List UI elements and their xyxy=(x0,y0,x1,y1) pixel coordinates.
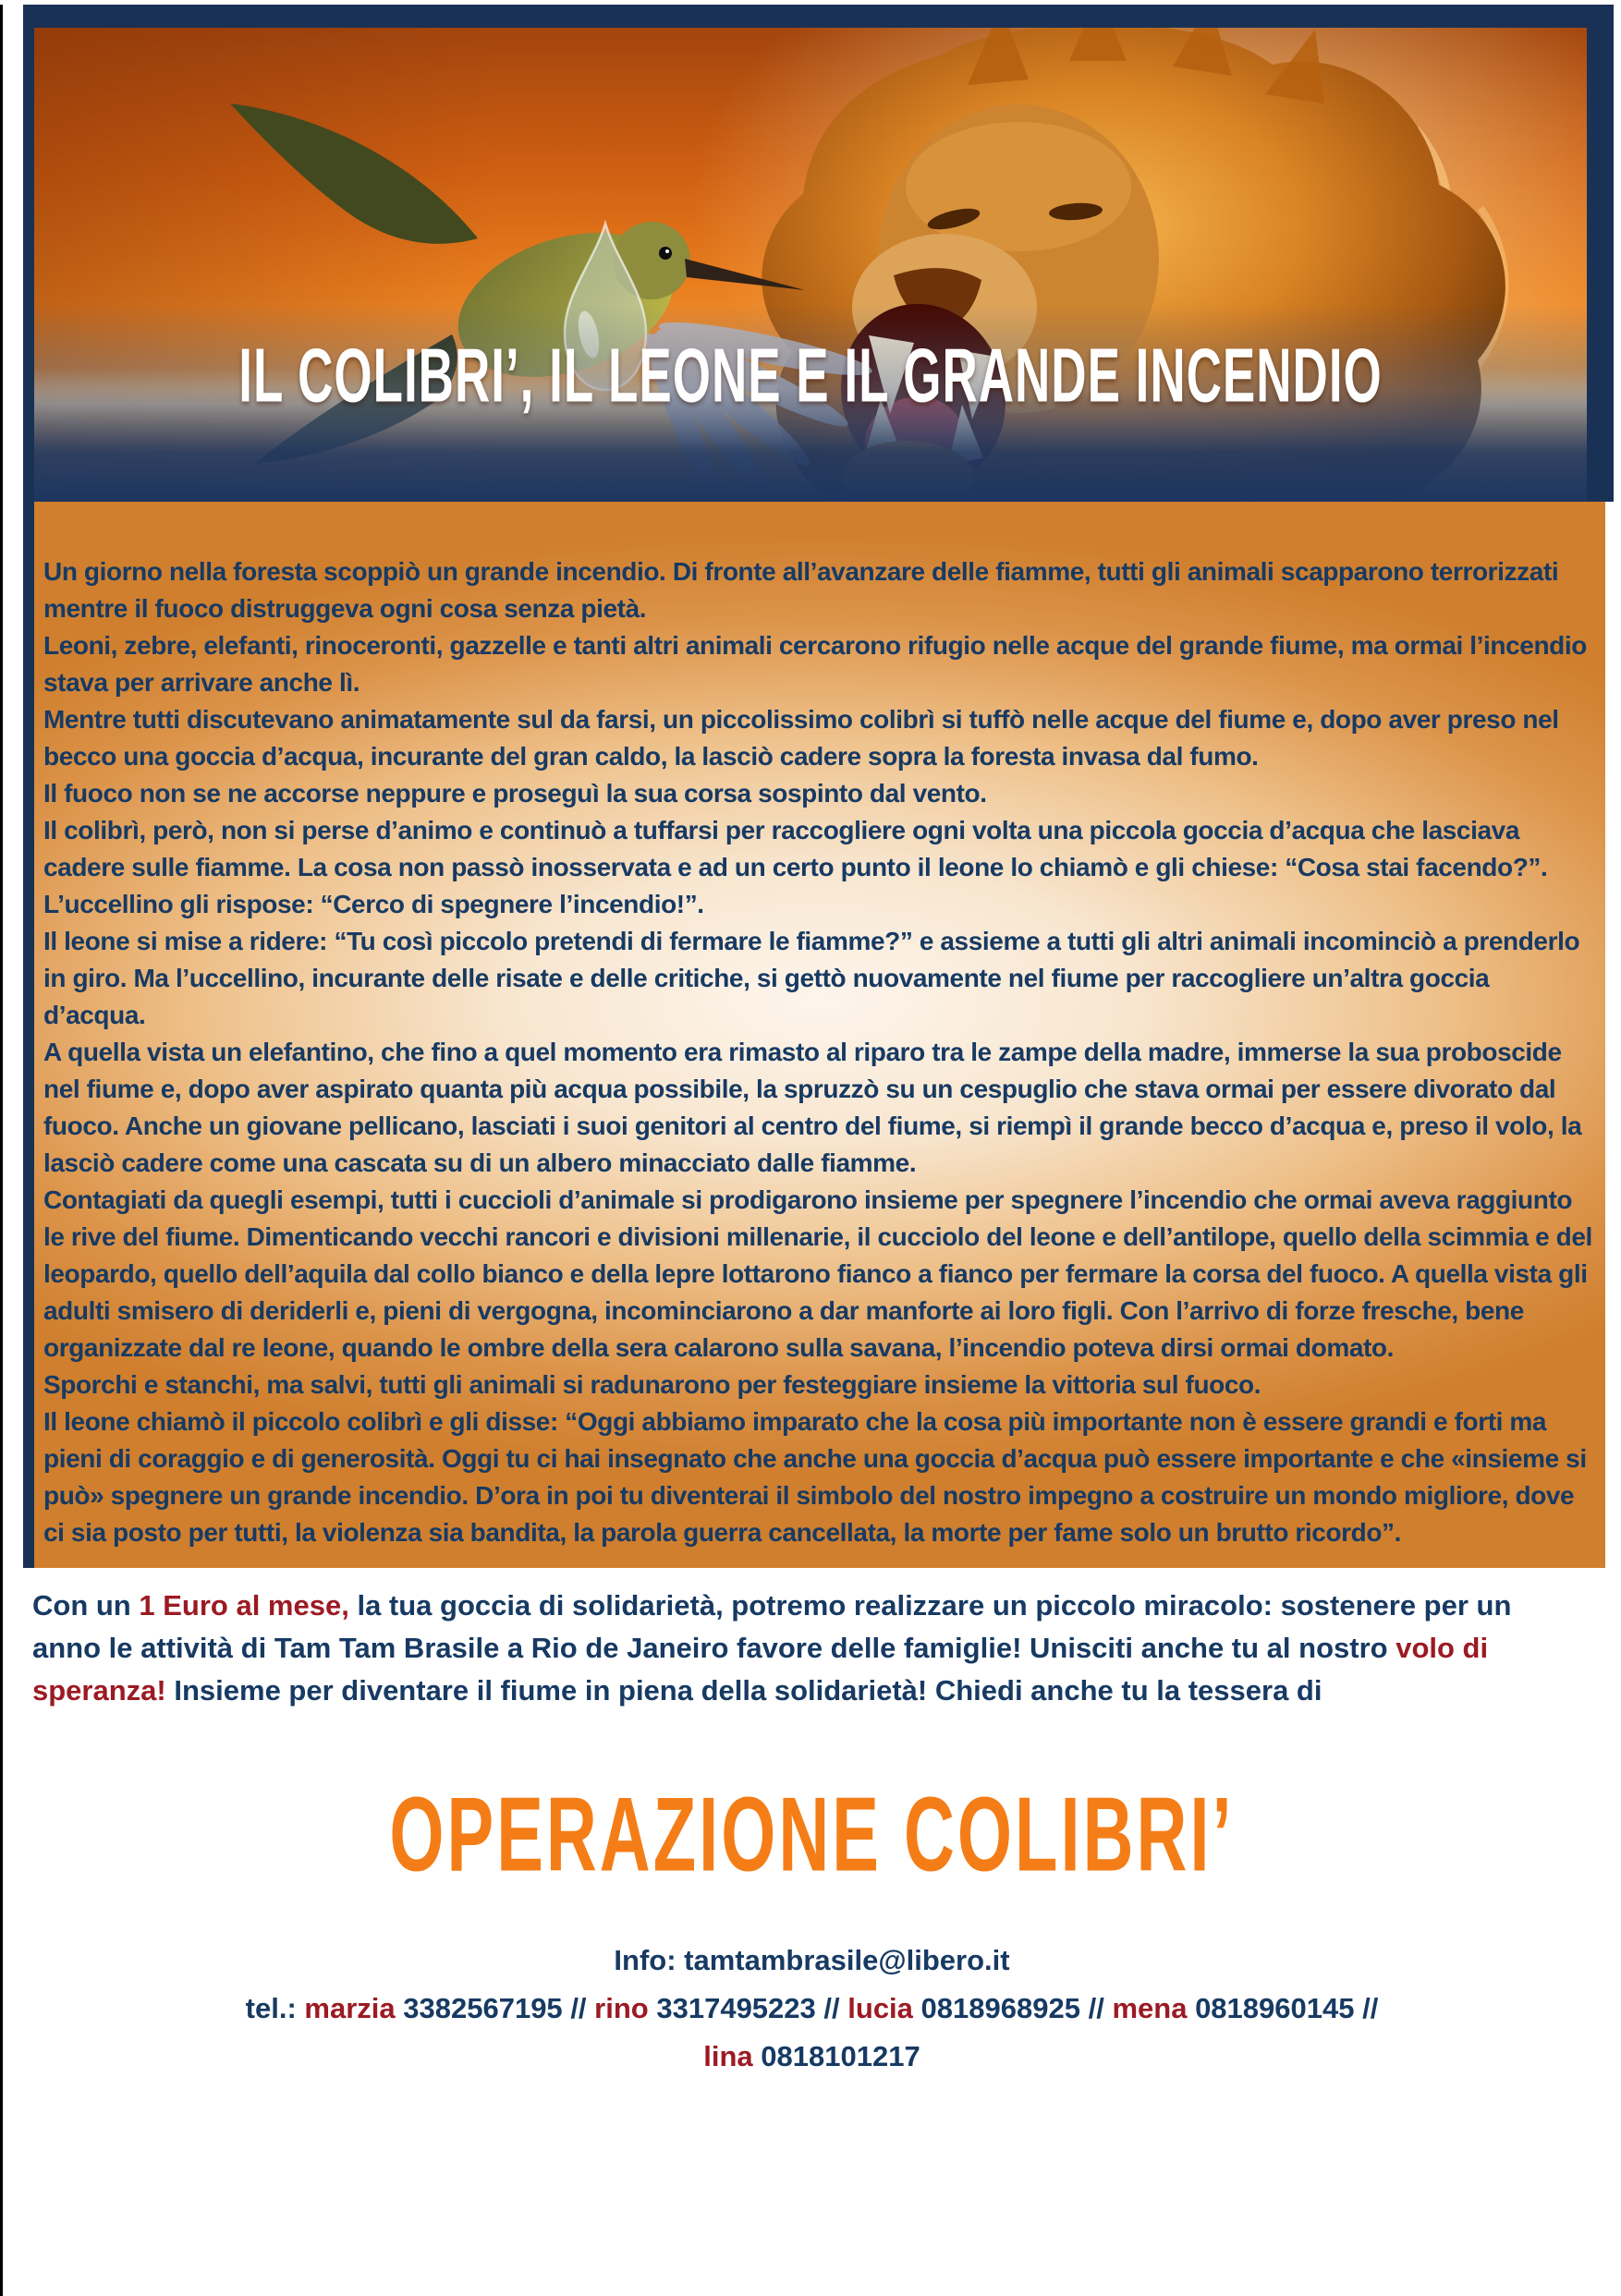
contact-name: marzia xyxy=(304,1992,396,2024)
campaign-title-text: OPERAZIONE COLIBRI’ xyxy=(389,1776,1235,1894)
appeal-text: la tua goccia di solidarietà, potremo realizzare un piccolo miracolo: sostenere per un anno le attività di Tam Tam Brasile a Rio de Janeiro favore delle famiglie! Unisciti anche tu al nostro xyxy=(32,1589,1512,1664)
page-title-text: IL COLIBRI’, IL LEONE E IL GRANDE INCENDIO xyxy=(238,334,1383,419)
hummingbird-eye xyxy=(659,247,672,260)
bottom-blue-fade xyxy=(34,305,1587,502)
left-navy-border xyxy=(23,502,34,1568)
tel-line-1 xyxy=(3,1985,1621,2033)
header-illustration xyxy=(34,28,1587,502)
appeal-paragraph xyxy=(32,1585,1571,1712)
tel-line-2 xyxy=(3,2033,1621,2081)
contact-name: rino xyxy=(594,1992,649,2024)
appeal-highlight-euro: 1 Euro al mese, xyxy=(139,1589,349,1622)
contact-separator: // xyxy=(570,1992,587,2024)
story-paragraph: Un giorno nella foresta scoppiò un grande incendio. Di fronte all’avanzare delle fiamme, tutti gli animali scapparono terrorizzati mentre il fuoco distruggeva ogni cosa senza pietà. xyxy=(43,557,1559,623)
contact-name: mena xyxy=(1112,1992,1188,2024)
story-paragraph: Sporchi e stanchi, ma salvi, tutti gli animali si radunarono per festeggiare insieme la vittoria sul fuoco. xyxy=(43,1370,1261,1399)
contact-info-line xyxy=(3,1937,1621,1985)
story-paragraph: Leoni, zebre, elefanti, rinoceronti, gazzelle e tanti altri animali cercarono rifugio nelle acque del grande fiume, ma ormai l’incendio stava per arrivare anche lì. xyxy=(43,631,1587,697)
contact-number: 3382567195 xyxy=(403,1992,563,2024)
campaign-title xyxy=(3,1776,1621,1898)
header-frame xyxy=(23,5,1614,502)
contact-separator: // xyxy=(823,1992,840,2024)
contact-number: 0818101217 xyxy=(761,2040,920,2072)
story-paragraph: Il colibrì, però, non si perse d’animo e continuò a tuffarsi per raccogliere ogni volta una piccola goccia d’acqua che lasciava cadere sulle fiamme. La cosa non passò inosservata e ad un certo punto il leone lo chiamò e gli chiese: “Cosa stai facendo?”. L’uccellino gli rispose: “Cerco di spegnere l’incendio!”. xyxy=(43,816,1548,918)
story-paragraph: A quella vista un elefantino, che fino a quel momento era rimasto al riparo tra le zampe della madre, immerse la sua proboscide nel fiume e, dopo aver aspirato quanta più acqua possibile, la spruzzò su un cespuglio che stava ormai per essere divorato dal fuoco. Anche un giovane pellicano, lasciati i suoi genitori al centro del fiume, si riempì il grande becco d’acqua e, preso il volo, la lasciò cadere come una cascata su di un albero minacciato dalle fiamme. xyxy=(43,1038,1582,1177)
story-paragraph: Il leone si mise a ridere: “Tu così piccolo pretendi di fermare le fiamme?” e assieme a tutti gli altri animali incominciò a prenderlo in giro. Ma l’uccellino, incurante delle risate e delle critiche, si gettò nuovamente nel fiume per raccogliere un’altra goccia d’acqua. xyxy=(43,927,1580,1029)
appeal-text: Con un xyxy=(32,1589,131,1622)
story-section xyxy=(23,502,1605,1568)
tel-prefix: tel.: xyxy=(245,1992,297,2024)
contact-email: Info: tamtambrasile@libero.it xyxy=(614,1944,1010,1976)
contact-separator: // xyxy=(1362,1992,1379,2024)
appeal-text: Insieme per diventare il fiume in piena della solidarietà! Chiedi anche tu la tessera di xyxy=(174,1674,1322,1707)
contact-number: 0818968925 xyxy=(920,1992,1080,2024)
story-paragraph: Mentre tutti discutevano animatamente sul da farsi, un piccolissimo colibrì si tuffò nelle acque del fiume e, dopo aver preso nel becco una goccia d’acqua, incurante del gran caldo, la lasciò cadere sopra la foresta invasa dal fumo. xyxy=(43,705,1559,771)
appeal-highlight-speranza: volo di speranza! xyxy=(32,1632,1489,1707)
contact-number: 0818960145 xyxy=(1195,1992,1355,2024)
story-text-panel xyxy=(34,502,1605,1568)
flyer-page xyxy=(0,5,1621,2296)
contact-block xyxy=(3,1937,1621,2081)
contact-name: lina xyxy=(703,2040,753,2072)
contact-name: lucia xyxy=(847,1992,913,2024)
sunset-scene xyxy=(34,28,1587,502)
story-paragraph: Contagiati da quegli esempi, tutti i cuccioli d’animale si prodigarono insieme per spegnere l’incendio che ormai aveva raggiunto le rive del fiume. Dimenticando vecchi rancori e divisioni millenarie, il cucciolo del leone e dell’antilope, quello della scimmia e del leopardo, quello dell’aquila dal collo bianco e della lepre lottarono fianco a fianco per fermare la corsa del fuoco. A quella vista gli adulti smisero di deriderli e, pieni di vergogna, incominciarono a dar manforte ai loro figli. Con l’arrivo di forze fresche, bene organizzate dal re leone, quando le ombre della sera calarono sulla savana, l’incendio poteva dirsi ormai domato. xyxy=(43,1185,1592,1362)
story-paragraph: Il fuoco non se ne accorse neppure e proseguì la sua corsa sospinto dal vento. xyxy=(43,779,987,808)
story-paragraph: Il leone chiamò il piccolo colibrì e gli disse: “Oggi abbiamo imparato che la cosa più importante non è essere grandi e forti ma pieni di coraggio e di generosità. Oggi tu ci hai insegnato che anche una goccia d’acqua può essere importante e che «insieme si può» spegnere un grande incendio. D’ora in poi tu diventerai il simbolo del nostro impegno a costruire un mondo migliore, dove ci sia posto per tutti, la violenza sia bandita, la parola guerra cancellata, la morte per fame solo un brutto ricordo”. xyxy=(43,1407,1587,1547)
contact-number: 3317495223 xyxy=(656,1992,816,2024)
contact-separator: // xyxy=(1088,1992,1104,2024)
